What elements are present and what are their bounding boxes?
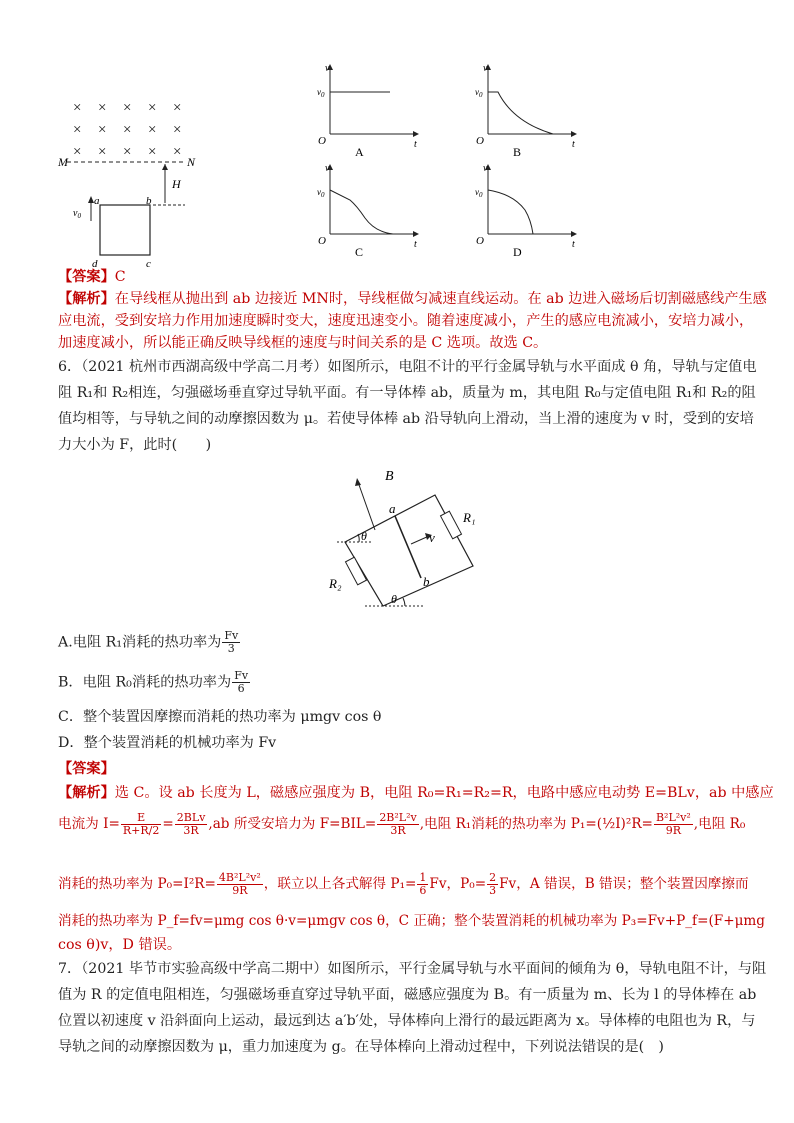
q6-option-c: C．整个装置因摩擦而消耗的热功率为 μmgv cos θ	[58, 709, 382, 725]
graph-c	[315, 162, 425, 262]
svg-text:a: a	[94, 195, 100, 207]
svg-text:b: b	[146, 195, 152, 207]
svg-text:v: v	[483, 163, 488, 174]
resistor-r2	[345, 557, 366, 585]
q5-field-figure	[55, 95, 205, 267]
svg-text:O: O	[318, 235, 326, 247]
q5-answer: 【答案】C	[58, 269, 126, 285]
q6-stem-4: 力大小为 F，此时( )	[58, 437, 212, 453]
svg-text:B: B	[385, 469, 394, 484]
svg-text:v: v	[325, 63, 330, 74]
label-h: H	[172, 177, 181, 191]
curve-c	[330, 190, 393, 234]
graph-label-c: C	[355, 245, 364, 259]
svg-text:v0: $v_0$	[317, 87, 325, 99]
graph-label-a: A	[355, 145, 364, 159]
q6-analysis-1: 【解析】选 C。设 ab 长度为 L，磁感应强度为 B，电阻 R₀=R₁=R₂=R，电路中感应电动势 E=BLv，ab 中感应	[58, 785, 774, 801]
q7-stem-3: 位置以初速度 v 沿斜面向上运动，最远到达 a′b′处，导体棒向上滑行的最远距离为 x。导体棒的电阻也为 R，与	[58, 1013, 756, 1029]
svg-text:c: c	[146, 258, 151, 267]
svg-text:v: v	[325, 163, 330, 174]
svg-text:×: ×	[73, 100, 82, 116]
svg-text:v: v	[483, 63, 488, 74]
q5-analysis-2: 应电流，受到安培力作用加速度瞬时变大，速度迅速变小。随着速度减小，产生的感应电流减小，安培力减小，	[58, 313, 754, 329]
svg-text:×: ×	[123, 100, 132, 116]
field-crosses	[73, 100, 181, 160]
svg-text:R₁: R₁	[463, 510, 476, 525]
q6-analysis-5: cos θ)v，D 错误。	[58, 937, 182, 953]
q6-stem-3: 值均相等，与导轨之间的动摩擦因数为 μ。若使导体棒 ab 沿导轨向上滑动，当上滑的速度为 v 时，受到的安培	[58, 411, 754, 427]
curve-b	[488, 92, 553, 134]
label-m: M	[58, 155, 68, 169]
svg-text:v0: $v_0$	[317, 187, 325, 199]
svg-text:t: t	[572, 139, 575, 150]
q7-stem-2: 值为 R 的定值电阻相连，匀强磁场垂直穿过导轨平面，磁感应强度为 B。有一质量为 m、长为 l 的导体棒在 ab	[58, 987, 757, 1003]
svg-text:R₂: R₂	[329, 576, 342, 591]
svg-text:v0: $v_0$	[475, 87, 483, 99]
q6-stem-1: 6．（2021 杭州市西湖高级中学高二月考）如图所示，电阻不计的平行金属导轨与水平面成 θ 角，导轨与定值电	[58, 359, 757, 375]
svg-text:t: t	[414, 139, 417, 150]
svg-text:×: ×	[73, 144, 82, 160]
svg-text:×: ×	[98, 144, 107, 160]
svg-text:v0: $v_0$	[475, 187, 483, 199]
graph-d	[473, 162, 583, 262]
svg-text:b: b	[423, 574, 430, 589]
label-n: N	[187, 155, 196, 169]
graph-label-b: B	[513, 145, 522, 159]
svg-text:×: ×	[98, 122, 107, 138]
svg-text:a: a	[389, 501, 396, 516]
svg-text:×: ×	[148, 144, 157, 160]
q6-answer: 【答案】	[58, 761, 115, 777]
svg-text:×: ×	[148, 100, 157, 116]
q6-option-b: B．电阻 R₀消耗的热功率为 $\frac{Fv}{6}$	[58, 669, 249, 695]
svg-text:×: ×	[123, 144, 132, 160]
svg-text:θ: θ	[361, 529, 367, 543]
wire-frame	[100, 205, 150, 255]
graph-a	[315, 62, 425, 162]
svg-text:O: O	[476, 135, 484, 147]
svg-text:t: t	[572, 239, 575, 250]
svg-text:×: ×	[73, 122, 82, 138]
q6-stem-2: 阻 R₁和 R₂相连，匀强磁场垂直穿过导轨平面。有一导体棒 ab，质量为 m，其电阻 R₀与定值电阻 R₁和 R₂的阻	[58, 385, 756, 401]
label-v0: $v_0$	[73, 208, 81, 220]
svg-text:×: ×	[173, 144, 182, 160]
svg-text:O: O	[476, 235, 484, 247]
curve-d	[488, 190, 533, 234]
q7-stem-1: 7．（2021 毕节市实验高级中学高二期中）如图所示，平行金属导轨与水平面间的倾角为 θ，导轨电阻不计，与阻	[58, 961, 767, 977]
q7-stem-4: 导轨之间的动摩擦因数为 μ，重力加速度为 g。在导体棒向上滑动过程中，下列说法错误的是( )	[58, 1039, 664, 1055]
q6-analysis-3: 消耗的热功率为 P₀=I²R= $\frac{\text{4B²L²v²}}{9R}$ ，联立以上各式解得 P₁= $\frac{1}{6}$ Fv，P₀= $\frac{2}{3}$ Fv，A 错误，B 错误；整个装置因摩擦而	[58, 871, 749, 897]
resistor-r1	[440, 511, 461, 539]
q6-analysis-2: 电流为 I= $\frac{E}{R+R/2}$ = $\frac{\text{2BLv}}{3R}$ ,ab 所受安培力为 F=BIL= $\frac{\text{2B²L²v}}{3R}$ ,电阻 R₁消耗的热功率为 P₁=(½I)²R= $\frac{\text{B²L²v²}}{9R}$ ,电阻 R₀	[58, 811, 746, 837]
q5-analysis-1: 【解析】在导线框从抛出到 ab 边接近 MN时，导线框做匀减速直线运动。在 ab 边进入磁场后切割磁感线产生感	[58, 291, 767, 307]
svg-text:v: v	[429, 530, 435, 545]
svg-text:×: ×	[123, 122, 132, 138]
q6-option-a: A.电阻 R₁消耗的热功率为 $\frac{Fv}{3}$	[58, 629, 239, 655]
svg-text:×: ×	[173, 100, 182, 116]
graph-label-d: D	[513, 245, 522, 259]
svg-text:×: ×	[148, 122, 157, 138]
rod-ab	[395, 516, 421, 578]
svg-text:d: d	[92, 258, 98, 267]
q6-circuit-figure	[325, 460, 485, 610]
svg-text:θ: θ	[391, 592, 397, 606]
graph-b	[473, 62, 583, 162]
q6-analysis-4: 消耗的热功率为 P_f=fv=μmg cos θ·v=μmgv cos θ，C 正确；整个装置消耗的机械功率为 P₃=Fv+P_f=(F+μmg	[58, 913, 766, 929]
svg-text:×: ×	[98, 100, 107, 116]
q6-option-d: D．整个装置消耗的机械功率为 Fv	[58, 735, 277, 751]
svg-text:×: ×	[173, 122, 182, 138]
svg-text:t: t	[414, 239, 417, 250]
q5-analysis-3: 加速度减小，所以能正确反映导线框的速度与时间关系的是 C 选项。故选 C。	[58, 335, 548, 351]
svg-text:O: O	[318, 135, 326, 147]
